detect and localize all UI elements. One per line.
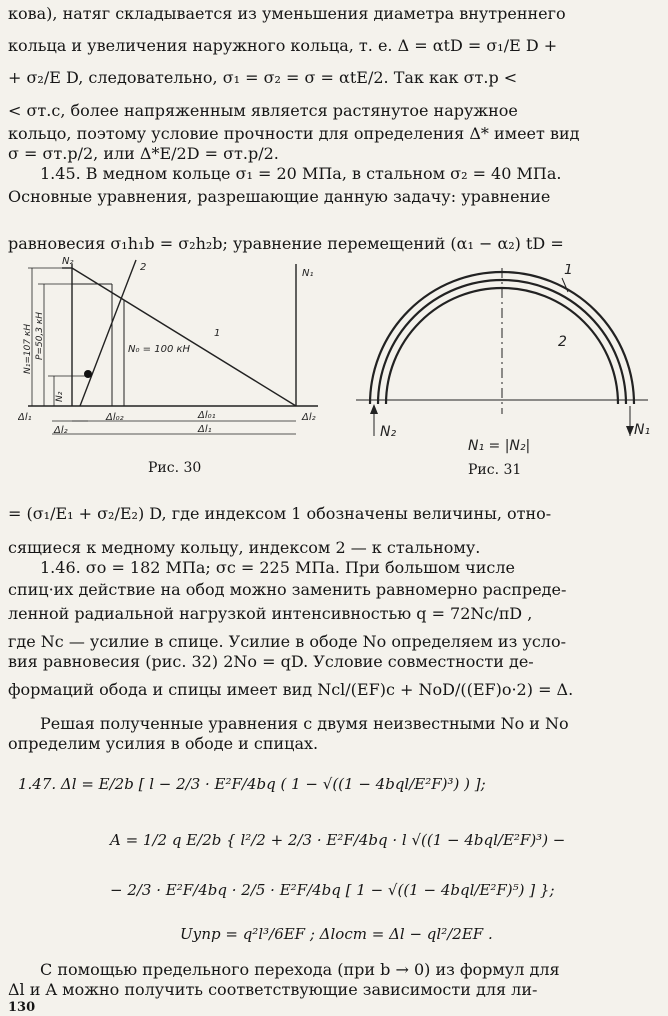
- text-line: формаций обода и спицы имеет вид Nсl/(EF)с + NоD/((EF)о·2) = Δ.: [8, 680, 574, 699]
- fig30-p-value-label: P=50,3 кН: [35, 311, 45, 360]
- fig30-dl2-right-label: Δl₂: [302, 412, 316, 423]
- text-line: Основные уравнения, разрешающие данную задачу: уравнение: [8, 187, 551, 206]
- fig30-n2-small-label: N₂: [55, 391, 65, 402]
- fig30-n0-label: N₀ = 100 кН: [128, 344, 191, 355]
- text-line: = (σ₁/E₁ + σ₂/E₂) D, где индексом 1 обозначены величины, отно-: [8, 504, 552, 523]
- fig31-equation-label: N₁ = |N₂|: [468, 438, 531, 454]
- text-line: 1.45. В медном кольце σ₁ = 20 МПа, в стальном σ₂ = 40 МПа.: [40, 164, 562, 183]
- fig30-dl01-label: Δl₀₁: [198, 410, 216, 421]
- formula-u-and-residual: Uупр = q²l³/6EF ; Δlост = Δl − ql²/2EF .: [180, 925, 493, 943]
- fig30-n1-axis-label: N₁: [302, 268, 314, 279]
- text-line: σ = σт.р/2, или Δ*E/2D = σт.р/2.: [8, 144, 279, 163]
- formula-delta-l: 1.47. Δl = E/2b [ l − 2/3 · E²F/4bq ( 1 − √((1 − 4bql/E²F)³) ) ];: [18, 775, 486, 793]
- fig30-line1-label: 1: [214, 328, 221, 339]
- text-line: равновесия σ₁h₁b = σ₂h₂b; уравнение перемещений (α₁ − α₂) tD =: [8, 234, 564, 253]
- fig30-line2-label: 2: [140, 262, 147, 273]
- text-line: сящиеся к медному кольцу, индексом 2 — к стальному.: [8, 538, 481, 557]
- fig30-n2-axis-label: N₂: [62, 256, 74, 267]
- figure-30: [18, 256, 338, 456]
- formula-a-continued: − 2/3 · E²F/4bq · 2/5 · E²F/4bq [ 1 − √((1 − 4bql/E²F)⁵) ] };: [110, 881, 555, 899]
- text-line: кова), натяг складывается из уменьшения диаметра внутреннего: [8, 4, 566, 23]
- text-line: где Nс — усилие в спице. Усилие в ободе Nо определяем из усло-: [8, 632, 566, 651]
- fig30-n1-value-label: N₁=107 кН: [23, 323, 33, 374]
- text-line: Δl и A можно получить соответствующие зависимости для ли-: [8, 980, 538, 999]
- fig30-dl02-label: Δl₀₂: [106, 412, 124, 423]
- text-line: С помощью предельного перехода (при b → 0) из формул для: [40, 960, 560, 979]
- text-line: ленной радиальной нагрузкой интенсивностью q = 72Nс/πD ,: [8, 604, 533, 623]
- fig30-caption: Рис. 30: [148, 460, 202, 476]
- text-line: Решая полученные уравнения с двумя неизвестными Nо и Nо: [40, 714, 569, 733]
- text-line: определим усилия в ободе и спицах.: [8, 734, 319, 753]
- fig30-dl2-bottom-label: Δl₂: [54, 425, 68, 436]
- text-line: кольцо, поэтому условие прочности для определения Δ* имеет вид: [8, 124, 580, 143]
- fig31-n1-label: N₁: [634, 422, 651, 438]
- text-line: спиц·их действие на обод можно заменить равномерно распреде-: [8, 580, 567, 599]
- text-line: вия равновесия (рис. 32) 2Nо = qD. Условие совместности де-: [8, 652, 534, 671]
- text-line: + σ₂/E D, следовательно, σ₁ = σ₂ = σ = αtE/2. Так как σт.р <: [8, 68, 518, 87]
- figure-31: [352, 264, 652, 464]
- fig30-dl1-left-label: Δl₁: [18, 412, 32, 423]
- text-line: < σт.с, более напряженным является растянутое наружное: [8, 101, 518, 120]
- fig31-n2-label: N₂: [380, 424, 397, 440]
- fig31-caption: Рис. 31: [468, 462, 522, 478]
- fig31-ring1-label: 1: [564, 264, 573, 278]
- text-line: кольца и увеличения наружного кольца, т. е. Δ = αtD = σ₁/E D +: [8, 36, 558, 55]
- fig31-ring2-label: 2: [558, 334, 567, 350]
- page-number: 130: [8, 1000, 36, 1015]
- formula-a: A = 1/2 q E/2b { l²/2 + 2/3 · E²F/4bq · l √((1 − 4bql/E²F)³) −: [110, 831, 566, 849]
- text-line: 1.46. σо = 182 МПа; σс = 225 МПа. При большом числе: [40, 558, 515, 577]
- fig30-dl1-bottom-label: Δl₁: [198, 424, 212, 435]
